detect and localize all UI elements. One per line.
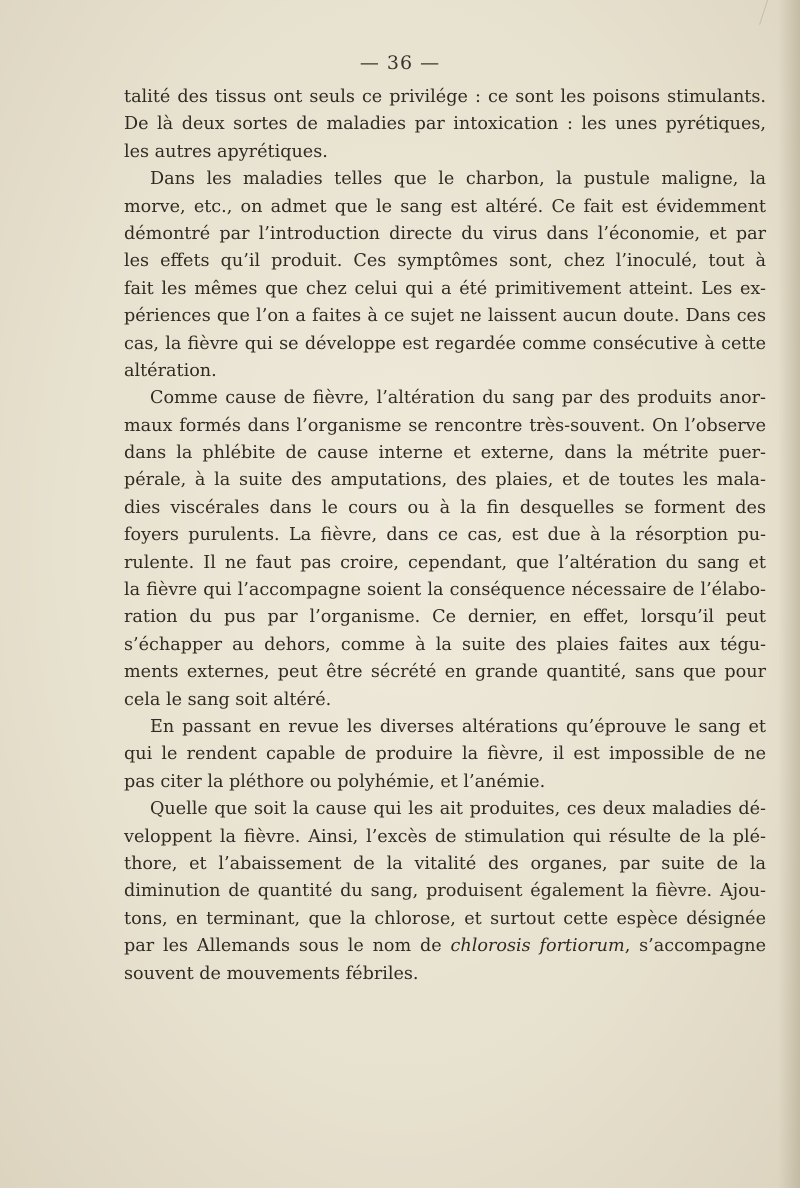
text-run: , s’accompagne: [624, 936, 766, 957]
page-number: — 36 —: [359, 52, 441, 74]
text-run: par les Allemands sous le nom de: [124, 936, 451, 957]
paragraph-2: [124, 166, 766, 385]
paragraph-5: [124, 796, 766, 988]
text-line: souvent de mouvements fébriles.: [124, 963, 419, 984]
text-line: pérale, à la suite des amputations, des plaies, et de toutes les mala-: [124, 470, 766, 491]
text-line: Dans les maladies telles que le charbon, la pustule maligne, la: [150, 169, 766, 190]
text-line: altération.: [124, 360, 217, 381]
text-line: veloppent la fièvre. Ainsi, l’excès de stimulation qui résulte de la plé-: [124, 826, 766, 847]
text-line: De là deux sortes de maladies par intoxication : les unes pyrétiques,: [124, 114, 766, 135]
text-line: démontré par l’introduction directe du virus dans l’économie, et par: [124, 223, 766, 244]
text-line: périences que l’on a faites à ce sujet ne laissent aucun doute. Dans ces: [124, 306, 766, 327]
text-line-with-italic: [124, 933, 766, 960]
text-line: les autres apyrétiques.: [124, 141, 328, 162]
text-line: cela le sang soit altéré.: [124, 689, 332, 710]
text-line: ration du pus par l’organisme. Ce dernier, en effet, lorsqu’il peut: [124, 607, 766, 628]
text-line: diminution de quantité du sang, produisent également la fièvre. Ajou-: [124, 881, 766, 902]
text-line: rulente. Il ne faut pas croire, cependant, que l’altération du sang et: [124, 552, 766, 573]
text-line: talité des tissus ont seuls ce privilége : ce sont les poisons stimulants.: [124, 87, 766, 107]
text-line: s’échapper au dehors, comme à la suite des plaies faites aux tégu-: [124, 634, 766, 655]
text-line: qui le rendent capable de produire la fièvre, il est impossible de ne: [124, 744, 766, 765]
paragraph-1: [124, 84, 766, 166]
text-line: Quelle que soit la cause qui les ait produites, ces deux maladies dé-: [150, 799, 766, 820]
text-line: maux formés dans l’organisme se rencontre très-souvent. On l’observe: [124, 415, 766, 436]
text-line: ments externes, peut être sécrété en grande quantité, sans que pour: [124, 662, 766, 683]
text-line: foyers purulents. La fièvre, dans ce cas, est due à la résorption pu-: [124, 525, 766, 546]
text-line: Comme cause de fièvre, l’altération du sang par des produits anor-: [150, 388, 766, 409]
text-line: dies viscérales dans le cours ou à la fin desquelles se forment des: [124, 497, 766, 518]
text-line: fait les mêmes que chez celui qui a été primitivement atteint. Les ex-: [124, 278, 766, 299]
italic-term: chlorosis fortiorum: [450, 936, 625, 957]
text-line: la fièvre qui l’accompagne soient la conséquence nécessaire de l’élabo-: [124, 580, 766, 601]
text-line: morve, etc., on admet que le sang est altéré. Ce fait est évidemment: [124, 196, 766, 217]
text-line: tons, en terminant, que la chlorose, et surtout cette espèce désignée: [124, 908, 766, 929]
text-line: thore, et l’abaissement de la vitalité des organes, par suite de la: [124, 853, 766, 874]
text-line: cas, la fièvre qui se développe est regardée comme consécutive à cette: [124, 333, 766, 354]
paragraph-3: [124, 385, 766, 714]
text-line: dans la phlébite de cause interne et externe, dans la métrite puer-: [124, 443, 766, 464]
page-edge-shadow: [778, 0, 800, 1188]
text-line: pas citer la pléthore ou polyhémie, et l’anémie.: [124, 771, 546, 792]
text-line: les effets qu’il produit. Ces symptômes sont, chez l’inoculé, tout à: [124, 251, 766, 272]
body-text: [124, 84, 766, 988]
paragraph-4: [124, 714, 766, 796]
text-line: En passant en revue les diverses altérations qu’éprouve le sang et: [150, 716, 766, 737]
